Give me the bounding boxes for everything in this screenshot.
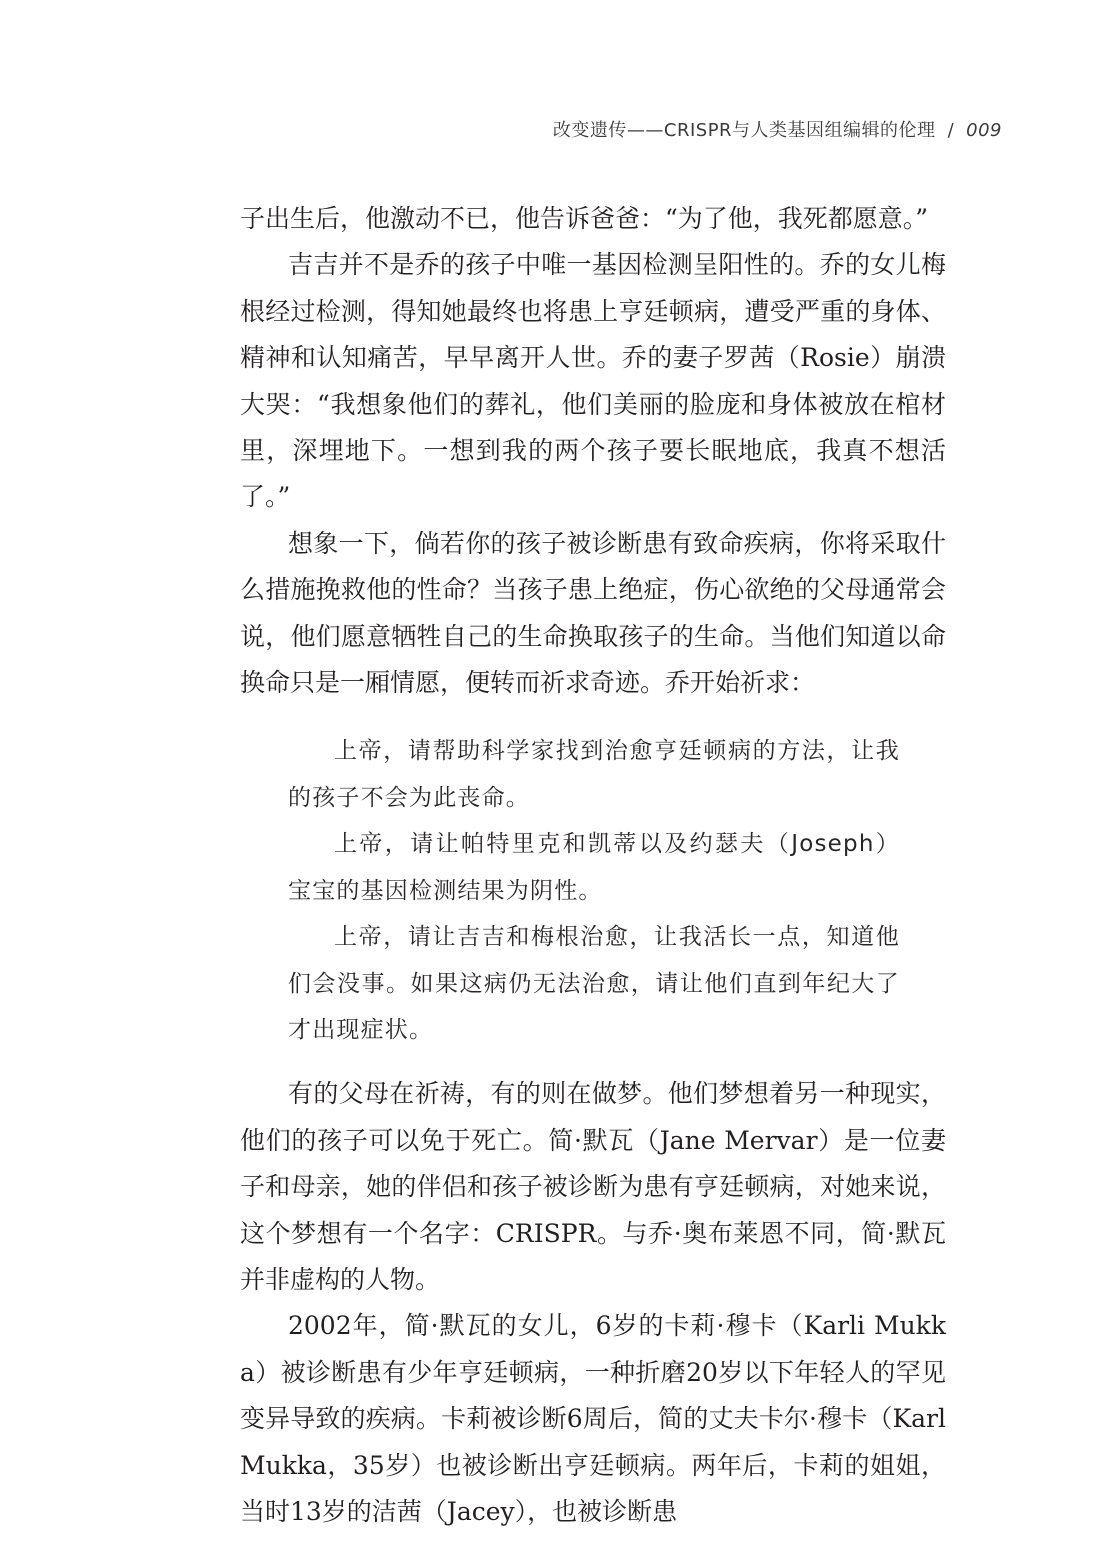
prayer-line-1: 上帝，请帮助科学家找到治愈亨廷顿病的方法，让我的孩子不会为此丧命。 [288, 738, 900, 811]
header-separator: / [947, 120, 955, 141]
paragraph-gigi-megan: 吉吉并不是乔的孩子中唯一基因检测呈阳性的。乔的女儿梅根经过检测，得知她最终也将患上亨廷顿病，遭受严重的身体、精神和认知痛苦，早早离开人世。乔的妻子罗茜（Rosie）崩溃大哭：“我想象他们的葬礼，他们美丽的脸庞和身体被放在棺材里，深埋地下。一想到我的两个孩子要长眠地底，我真不想活了。” [240, 250, 946, 512]
page-number: 009 [966, 120, 1002, 141]
paragraph-2002: 2002年，简·默瓦的女儿，6岁的卡莉·穆卡（Karli Mukka）被诊断患有少年亨廷顿病，一种折磨20岁以下年轻人的罕见变异导致的疾病。卡莉被诊断6周后，简的丈夫卡尔·穆卡（Karl Mukka，35岁）也被诊断出亨廷顿病。两年后，卡莉的姐姐，当时13岁的洁茜（Jacey），也被诊断患 [240, 1311, 946, 1526]
paragraph-dream: 有的父母在祈祷，有的则在做梦。他们梦想着另一种现实，他们的孩子可以免于死亡。简·默瓦（Jane Mervar）是一位妻子和母亲，她的伴侣和孩子被诊断为患有亨廷顿病，对她来说，这个梦想有一个名字：CRISPR。与乔·奥布莱恩不同，简·默瓦并非虚构的人物。 [240, 1079, 946, 1294]
running-header [553, 116, 1002, 142]
running-title: 改变遗传——CRISPR与人类基因组编辑的伦理 [552, 120, 936, 141]
paragraph-continuation: 子出生后，他激动不已，他告诉爸爸：“为了他，我死都愿意。” [240, 204, 929, 233]
body-text [240, 196, 946, 1535]
prayer-line-3: 上帝，请让吉吉和梅根治愈，让我活长一点，知道他们会没事。如果这病仍无法治愈，请让他们直到年纪大了才出现症状。 [288, 924, 900, 1043]
paragraph-imagine: 想象一下，倘若你的孩子被诊断患有致命疾病，你将采取什么措施挽救他的性命？当孩子患上绝症，伤心欲绝的父母通常会说，他们愿意牺牲自己的生命换取孩子的生命。当他们知道以命换命只是一厢情愿，便转而祈求奇迹。乔开始祈求： [240, 528, 946, 698]
prayer-line-2: 上帝，请让帕特里克和凯蒂以及约瑟夫（Joseph）宝宝的基因检测结果为阴性。 [288, 831, 900, 904]
prayer-quote-block [288, 728, 900, 1053]
